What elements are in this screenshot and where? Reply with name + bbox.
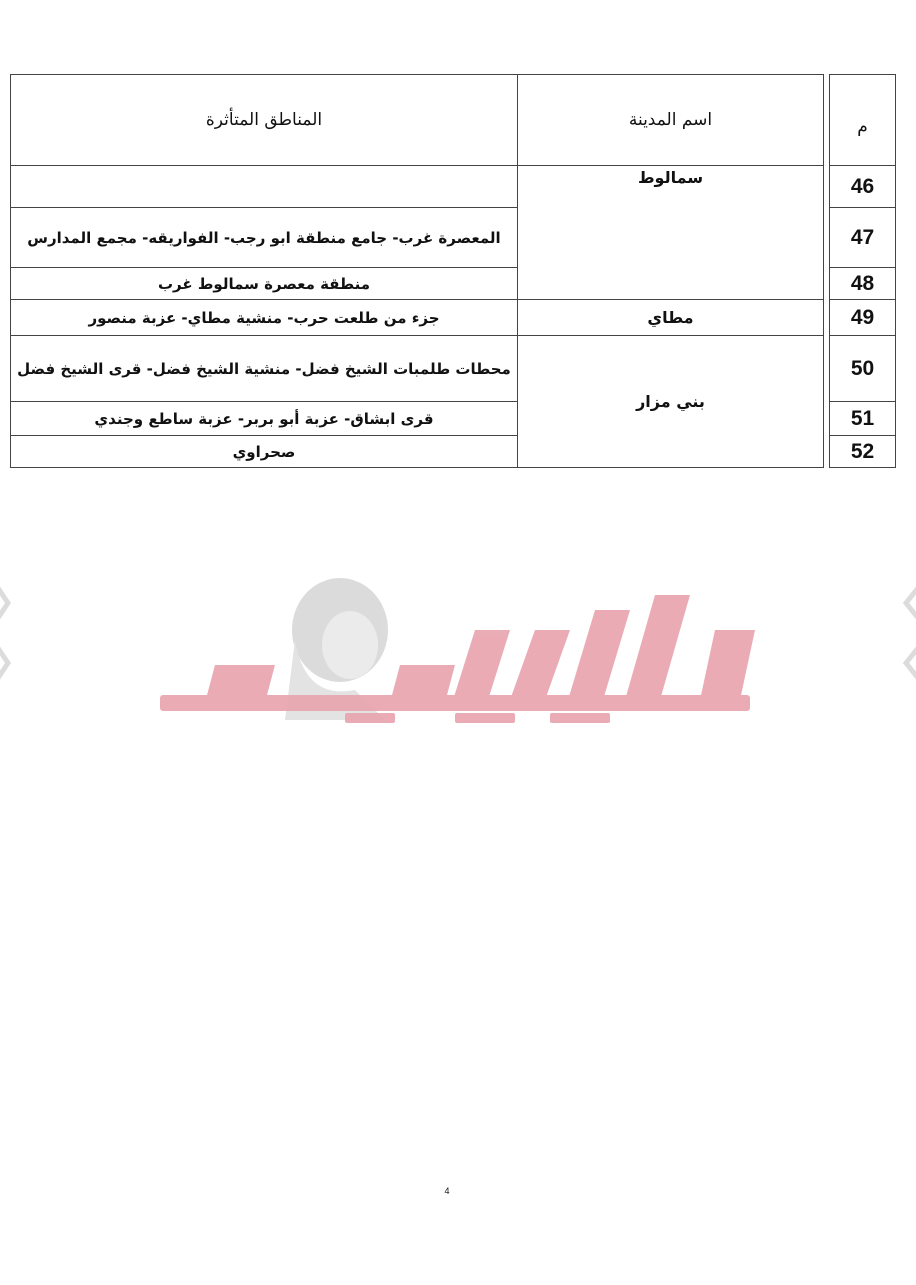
area-cell: المعصرة غرب- جامع منطقة ابو رجب- الفواريقه- مجمع المدارس — [11, 208, 518, 268]
row-num: 50 — [830, 336, 896, 402]
column-gap — [824, 75, 830, 166]
city-cell — [518, 336, 824, 468]
row-num: 47 — [830, 208, 896, 268]
page-number: 4 — [444, 1186, 450, 1196]
row-num: 51 — [830, 402, 896, 436]
newspaper-logo-watermark — [155, 570, 760, 730]
table-row — [11, 300, 896, 336]
area-cell: محطات طلمبات الشيخ فضل- منشية الشيخ فضل- قرى الشيخ فضل — [11, 336, 518, 402]
header-areas: المناطق المتأثرة — [11, 75, 518, 166]
column-gap — [824, 436, 830, 468]
row-num: 49 — [830, 300, 896, 336]
city-name: سمالوط — [637, 168, 704, 187]
column-gap — [824, 300, 830, 336]
header-city: اسم المدينة — [518, 75, 824, 166]
next-page-arrow-icon[interactable] — [898, 583, 916, 683]
area-cell: جزء من طلعت حرب- منشية مطاي- عزبة منصور — [11, 300, 518, 336]
column-gap — [824, 402, 830, 436]
row-num: 52 — [830, 436, 896, 468]
header-num: م — [830, 75, 896, 166]
column-gap — [824, 208, 830, 268]
logo-lettering — [160, 595, 755, 723]
row-num: 46 — [830, 166, 896, 208]
table-header-row — [11, 75, 896, 166]
city-name: مطاي — [647, 308, 694, 327]
column-gap — [824, 166, 830, 208]
column-gap — [824, 268, 830, 300]
row-num: 48 — [830, 268, 896, 300]
area-cell: قرى ابشاق- عزبة أبو بربر- عزبة ساطع وجندي — [11, 402, 518, 436]
area-cell — [11, 166, 518, 208]
table-row — [11, 166, 896, 208]
city-cell — [518, 300, 824, 336]
previous-page-arrow-icon[interactable] — [0, 583, 18, 683]
area-cell: صحراوي — [11, 436, 518, 468]
city-cell — [518, 166, 824, 300]
column-gap — [824, 336, 830, 402]
city-name: بني مزار — [636, 392, 705, 411]
table-row — [11, 336, 896, 402]
area-cell: منطقة معصرة سمالوط غرب — [11, 268, 518, 300]
affected-areas-table — [10, 74, 896, 468]
